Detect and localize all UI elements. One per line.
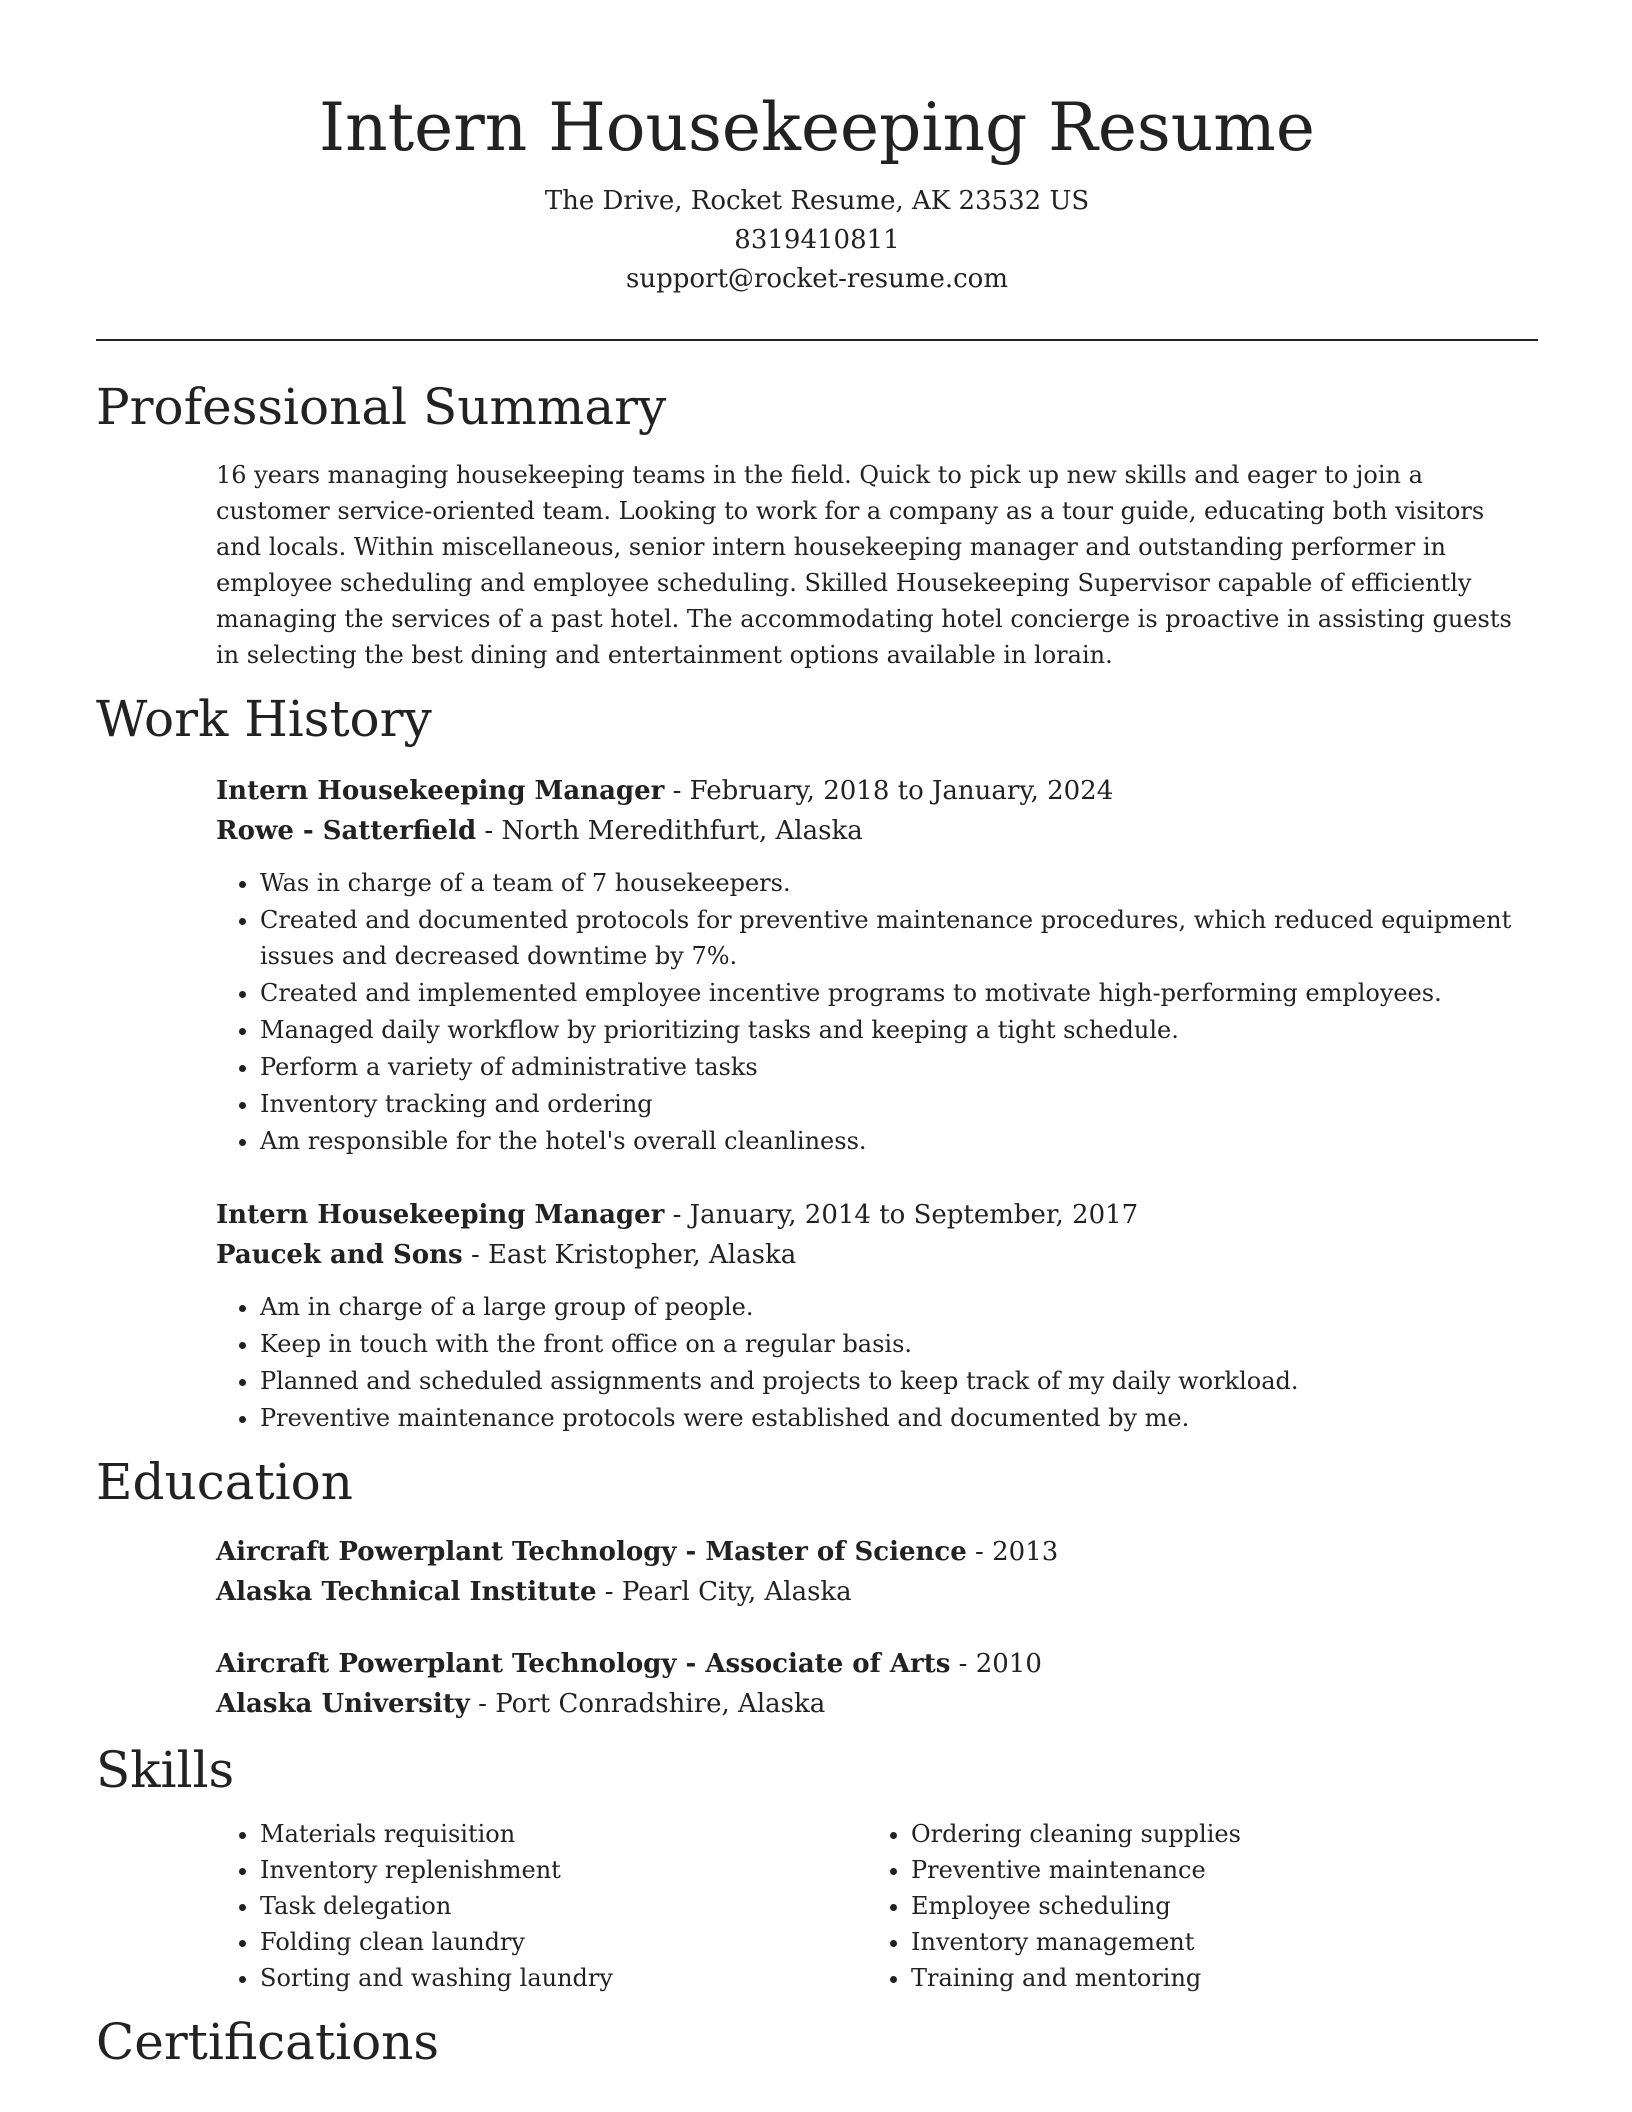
- job-company: Paucek and Sons: [216, 1240, 463, 1270]
- education-year: - 2010: [950, 1649, 1042, 1679]
- education-entry: [216, 1532, 1518, 1612]
- job-bullets: [216, 1289, 1518, 1436]
- list-item: • Folding clean laundry: [260, 1924, 867, 1960]
- certifications-heading: Certifications: [96, 2013, 440, 2071]
- job-dates: - January, 2014 to September, 2017: [664, 1200, 1139, 1230]
- education-school: Alaska Technical Institute: [216, 1577, 597, 1607]
- work-history-section: [96, 689, 1538, 1436]
- contact-block: [96, 182, 1538, 299]
- education-field: Aircraft Powerplant Technology - Associate of Arts: [216, 1649, 951, 1679]
- job-location: - East Kristopher, Alaska: [462, 1240, 797, 1270]
- list-item: • Task delegation: [260, 1888, 867, 1924]
- header-divider: [96, 339, 1538, 341]
- job-role: Intern Housekeeping Manager: [216, 1200, 665, 1230]
- job-title-line: [216, 1195, 1518, 1235]
- education-school: Alaska University: [216, 1689, 470, 1719]
- list-item: • Ordering cleaning supplies: [911, 1816, 1518, 1852]
- contact-address: The Drive, Rocket Resume, AK 23532 US: [544, 186, 1090, 216]
- summary-text: 16 years managing housekeeping teams in the field. Quick to pick up new skills and eager to join a customer service-oriented team. Looking to work for a company as a tour guide, educating both visitors and locals. Within miscellaneous, senior intern housekeeping manager and outstanding performer in employee scheduling and employee scheduling. Skilled Housekeeping Supervisor capable of efficiently managing the services of a past hotel. The accommodating hotel concierge is proactive in assisting guests in selecting the best dining and entertainment options available in lorain.: [216, 461, 1512, 669]
- education-section: [96, 1452, 1538, 1724]
- education-location: - Port Conradshire, Alaska: [469, 1689, 826, 1719]
- contact-phone: 8319410811: [734, 225, 900, 255]
- resume-header: [96, 0, 1538, 299]
- list-item: • Inventory tracking and ordering: [260, 1086, 1518, 1122]
- job-role: Intern Housekeeping Manager: [216, 776, 665, 806]
- skills-heading: Skills: [96, 1741, 235, 1799]
- list-item: • Created and implemented employee incentive programs to motivate high-performing employees.: [260, 975, 1518, 1011]
- list-item: • Inventory management: [911, 1924, 1518, 1960]
- job-company-line: [216, 811, 1518, 851]
- summary-heading: Professional Summary: [96, 378, 667, 436]
- job-dates: - February, 2018 to January, 2024: [664, 776, 1114, 806]
- education-field: Aircraft Powerplant Technology - Master of Science: [216, 1537, 967, 1567]
- job-bullets: [216, 865, 1518, 1159]
- education-entry: [216, 1644, 1518, 1724]
- skills-section: [96, 1740, 1538, 1996]
- resume-title: Intern Housekeeping Resume: [319, 89, 1315, 166]
- education-degree-line: [216, 1644, 1518, 1684]
- job-company: Rowe - Satterfield: [216, 816, 477, 846]
- certifications-section: [96, 2012, 1538, 2072]
- list-item: • Training and mentoring: [911, 1960, 1518, 1996]
- skills-column-right: [867, 1816, 1518, 1996]
- skills-column-left: [216, 1816, 867, 1996]
- list-item: • Keep in touch with the front office on a regular basis.: [260, 1326, 1518, 1362]
- job-company-line: [216, 1235, 1518, 1275]
- list-item: • Sorting and washing laundry: [260, 1960, 867, 1996]
- list-item: • Materials requisition: [260, 1816, 867, 1852]
- education-location: - Pearl City, Alaska: [596, 1577, 852, 1607]
- education-degree-line: [216, 1532, 1518, 1572]
- list-item: • Planned and scheduled assignments and projects to keep track of my daily workload.: [260, 1363, 1518, 1399]
- job-entry: [216, 1195, 1518, 1436]
- list-item: • Am in charge of a large group of people.: [260, 1289, 1518, 1325]
- work-history-heading: Work History: [96, 690, 432, 748]
- list-item: • Created and documented protocols for preventive maintenance procedures, which reduced equipment issues and decreased downtime by 7%.: [260, 902, 1518, 974]
- list-item: • Was in charge of a team of 7 housekeepers.: [260, 865, 1518, 901]
- job-title-line: [216, 771, 1518, 811]
- list-item: • Employee scheduling: [911, 1888, 1518, 1924]
- list-item: • Preventive maintenance: [911, 1852, 1518, 1888]
- resume-page: [96, 0, 1538, 2072]
- job-location: - North Meredithfurt, Alaska: [476, 816, 863, 846]
- list-item: • Perform a variety of administrative tasks: [260, 1049, 1518, 1085]
- contact-email: support@rocket-resume.com: [625, 264, 1008, 294]
- education-school-line: [216, 1684, 1518, 1724]
- list-item: • Managed daily workflow by prioritizing tasks and keeping a tight schedule.: [260, 1012, 1518, 1048]
- list-item: • Inventory replenishment: [260, 1852, 867, 1888]
- job-entry: [216, 771, 1518, 1159]
- list-item: • Am responsible for the hotel's overall cleanliness.: [260, 1123, 1518, 1159]
- education-heading: Education: [96, 1453, 353, 1511]
- summary-section: [96, 377, 1538, 673]
- skills-grid: [216, 1816, 1518, 1996]
- list-item: • Preventive maintenance protocols were established and documented by me.: [260, 1400, 1518, 1436]
- education-school-line: [216, 1572, 1518, 1612]
- education-year: - 2013: [966, 1537, 1059, 1567]
